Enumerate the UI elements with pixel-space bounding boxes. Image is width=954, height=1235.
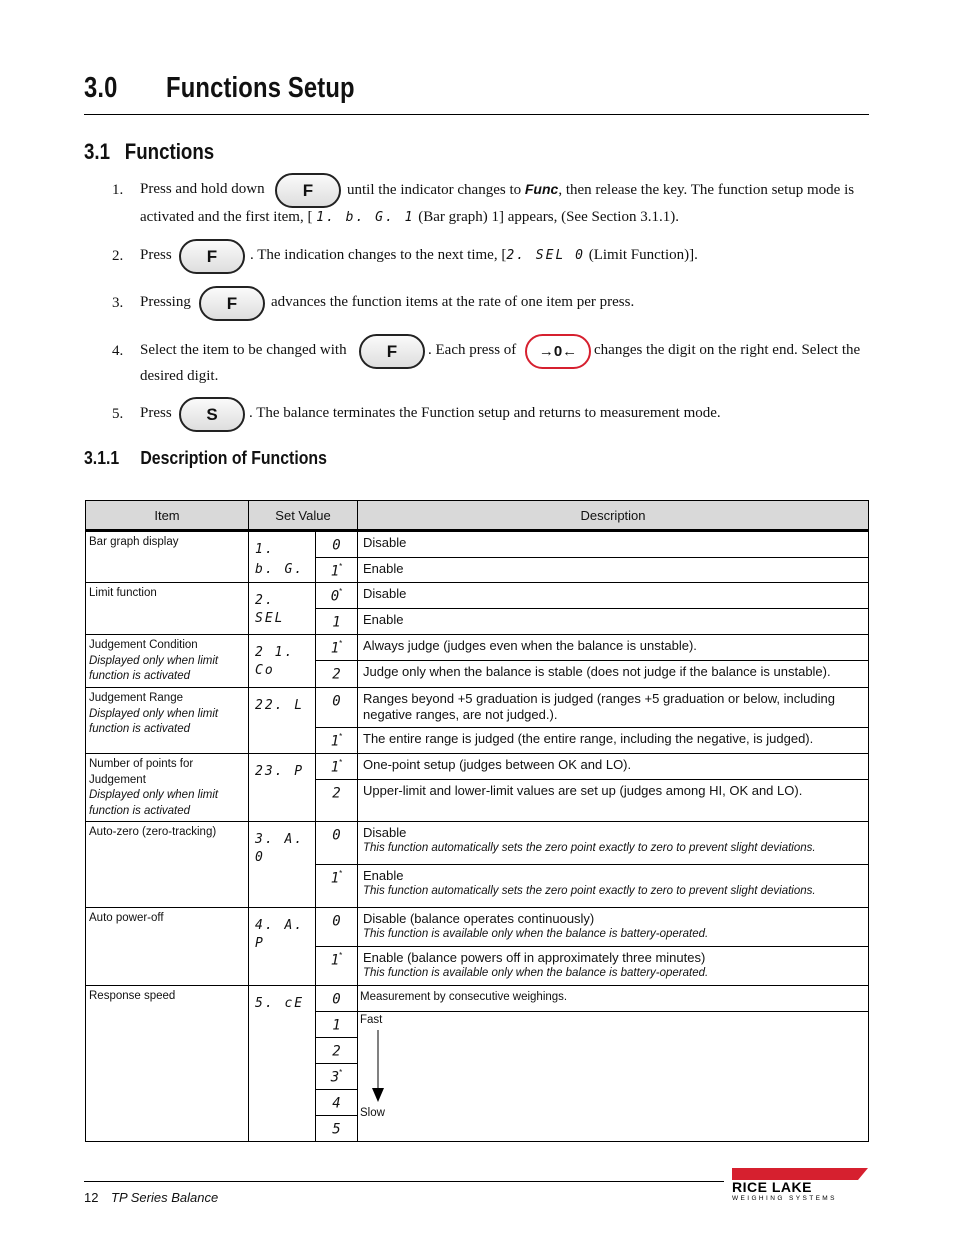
table-header-row <box>86 501 869 531</box>
value-cell <box>316 609 358 635</box>
set-code: 2 1. Co <box>255 645 295 678</box>
desc-text: Upper-limit and lower-limit values are set up (judges among HI, OK and LO). <box>363 783 803 798</box>
set-code: 23. P <box>255 764 305 779</box>
desc-cell <box>358 947 869 986</box>
footer-rule <box>84 1181 724 1182</box>
desc-cell <box>358 754 869 780</box>
default-mark: * <box>339 1068 343 1077</box>
rice-lake-logo <box>730 1166 870 1207</box>
set-cell <box>249 688 316 754</box>
value-code: 4 <box>332 1095 341 1112</box>
desc-cell <box>358 583 869 609</box>
zero-key-icon <box>525 334 591 369</box>
set-code: 5. cE <box>255 996 305 1011</box>
logo-mark-icon <box>730 1166 870 1202</box>
step-4-number: 4. <box>112 343 124 359</box>
step-1-text-a: Press and hold down <box>140 181 265 197</box>
desc-text: Always judge (judges even when the balance is unstable). <box>363 638 697 653</box>
desc-text: Enable <box>363 560 404 576</box>
page-footer <box>84 1190 218 1205</box>
speed-scale-cell <box>358 1012 869 1142</box>
value-code: 0 <box>330 588 340 605</box>
step-1-text-c: , then release the key. The function setup mode is <box>558 182 855 198</box>
section-title: Functions <box>124 139 215 164</box>
set-code: 1. <box>255 542 275 557</box>
value-code: 2 <box>332 785 341 802</box>
step-2-text-c: (Limit Function)]. <box>588 247 698 263</box>
item-cell <box>86 822 249 908</box>
step-2-text-b <box>250 248 698 263</box>
desc-cell <box>358 780 869 822</box>
desc-cell <box>358 728 869 754</box>
step-3-number: 3. <box>112 295 124 311</box>
item-label: Number of points for Judgement <box>89 758 194 786</box>
value-code: 0 <box>332 913 341 930</box>
value-code: 0 <box>332 537 341 554</box>
table-row <box>86 531 869 558</box>
value-code: 0 <box>332 827 341 844</box>
set-cell <box>249 754 316 822</box>
set-code: 2. SEL <box>255 593 285 626</box>
step-4-text-c: changes the digit on the right end. Select the <box>594 342 861 358</box>
desc-text: Disable (balance operates continuously) <box>363 911 595 926</box>
desc-text: Judge only when the balance is stable (does not judge if the balance is unstable). <box>363 664 831 679</box>
set-cell <box>249 531 316 583</box>
step-2-number: 2. <box>112 248 124 264</box>
heading-number: 3.0 <box>84 72 118 104</box>
step-5-text-a: Press <box>140 405 172 421</box>
value-cell <box>316 754 358 780</box>
item-cell <box>86 908 249 986</box>
set-cell <box>249 583 316 635</box>
desc-cell <box>358 908 869 947</box>
heading-title: Functions Setup <box>166 72 355 104</box>
value-cell <box>316 865 358 908</box>
default-mark: * <box>339 758 343 767</box>
f-key-icon <box>359 334 425 369</box>
f-key-label: F <box>206 246 218 266</box>
desc-text: Disable <box>363 535 407 550</box>
value-cell <box>316 1064 358 1090</box>
subsection-title: Description of Functions <box>140 448 327 468</box>
s-key-icon <box>179 397 245 432</box>
item-label: Judgement Range <box>89 692 183 704</box>
f-key-icon <box>179 239 245 274</box>
value-code: 1 <box>330 733 340 750</box>
item-label: Limit function <box>89 587 157 599</box>
value-code: 2 <box>332 1043 341 1060</box>
table-row <box>86 688 869 728</box>
table-row <box>86 908 869 947</box>
f-key-label: F <box>226 293 238 313</box>
f-key-label: F <box>386 341 398 361</box>
document-title: TP Series Balance <box>111 1190 219 1205</box>
desc-cell <box>358 688 869 728</box>
desc-note: This function automatically sets the zero point exactly to zero to prevent slight deviations. <box>363 885 816 897</box>
desc-cell <box>358 986 869 1012</box>
default-mark: * <box>339 587 343 596</box>
item-label: Judgement Condition <box>89 639 198 651</box>
table-row <box>86 822 869 865</box>
set-code-2: b. G. <box>255 562 305 577</box>
set-cell <box>249 908 316 986</box>
f-key-icon <box>275 173 341 208</box>
step-5-text-b: . The balance terminates the Function setup and returns to measurement mode. <box>249 405 721 421</box>
set-cell <box>249 986 316 1142</box>
value-cell <box>316 1012 358 1038</box>
set-cell <box>249 822 316 908</box>
desc-text: One-point setup (judges between OK and LO). <box>363 757 632 772</box>
value-code: 1 <box>330 870 340 887</box>
svg-text:WEIGHING SYSTEMS: WEIGHING SYSTEMS <box>732 1195 837 1202</box>
value-code: 0 <box>332 693 341 710</box>
header-item: Item <box>86 501 249 531</box>
value-cell <box>316 908 358 947</box>
value-code: 1 <box>330 562 340 579</box>
value-cell <box>316 1116 358 1142</box>
table-row <box>86 583 869 609</box>
desc-text: Disable <box>363 586 407 601</box>
value-cell <box>316 822 358 865</box>
value-cell <box>316 947 358 986</box>
item-label: Bar graph display <box>89 536 179 548</box>
value-code: 0 <box>332 991 341 1008</box>
value-cell <box>316 688 358 728</box>
svg-text:RICE LAKE: RICE LAKE <box>732 1179 812 1195</box>
desc-cell <box>358 557 869 583</box>
item-condition: Displayed only when limit function is activated <box>89 707 219 735</box>
desc-text: Measurement by consecutive weighings. <box>360 991 568 1003</box>
step-1-line-2 <box>140 210 679 225</box>
value-cell <box>316 583 358 609</box>
value-code: 5 <box>332 1121 341 1138</box>
section-number: 3.1 <box>84 139 111 164</box>
step-2-display-code: 2. SEL 0 <box>506 248 585 263</box>
item-label: Auto power-off <box>89 912 164 924</box>
default-mark: * <box>339 732 343 741</box>
value-cell <box>316 986 358 1012</box>
page-number: 12 <box>84 1190 99 1205</box>
desc-text: Enable <box>363 612 404 627</box>
desc-text: Enable <box>363 868 404 883</box>
default-mark: * <box>339 561 343 571</box>
value-code: 1 <box>330 640 340 657</box>
table-row <box>86 986 869 1012</box>
zero-key-label: →0← <box>538 343 578 360</box>
set-code: 22. L <box>255 698 305 713</box>
func-word: Func <box>524 181 559 197</box>
desc-cell <box>358 822 869 865</box>
step-1-display-code: 1. b. G. 1 <box>316 210 415 225</box>
subsection-number: 3.1.1 <box>84 448 120 468</box>
value-cell <box>316 728 358 754</box>
step-4-text-a: Select the item to be changed with <box>140 342 347 358</box>
step-1-text-b-main: until the indicator changes to <box>347 182 522 198</box>
item-condition: Displayed only when limit function is activated <box>89 654 219 682</box>
step-3-text-a: Pressing <box>140 294 191 310</box>
set-code: 4. A. P <box>255 918 305 951</box>
value-code: 2 <box>332 666 341 683</box>
table-row <box>86 754 869 780</box>
subsection-heading <box>84 448 327 469</box>
default-mark: * <box>339 951 343 960</box>
desc-cell <box>358 609 869 635</box>
step-2-text-b-main: . The indication changes to the next time, [ <box>250 247 507 263</box>
step-2-text-a: Press <box>140 247 172 263</box>
desc-text: Enable (balance powers off in approximately three minutes) <box>363 950 706 965</box>
item-cell <box>86 986 249 1142</box>
value-code: 1 <box>330 759 340 776</box>
desc-note: This function is available only when the balance is battery-operated. <box>363 928 709 940</box>
value-cell <box>316 1038 358 1064</box>
step-1-number: 1. <box>112 182 124 198</box>
set-code: 3. A. 0 <box>255 832 305 865</box>
desc-cell <box>358 531 869 558</box>
step-5-number: 5. <box>112 406 124 422</box>
step-1-text-e: (Bar graph) 1] appears, (See Section 3.1.1). <box>418 209 679 225</box>
item-condition: Displayed only when limit function is activated <box>89 789 219 817</box>
s-key-label: S <box>206 404 218 424</box>
f-key-icon <box>199 286 265 321</box>
default-mark: * <box>339 639 343 648</box>
value-code: 3 <box>330 1069 340 1086</box>
step-4-text-d: desired digit. <box>140 368 219 384</box>
desc-text: Disable <box>363 825 407 840</box>
desc-cell <box>358 635 869 661</box>
value-code: 1 <box>332 1017 341 1034</box>
set-cell <box>249 635 316 688</box>
desc-note: This function is available only when the balance is battery-operated. <box>363 967 709 979</box>
f-key-label: F <box>302 180 314 200</box>
down-arrow-icon <box>371 1030 385 1102</box>
header-set-value: Set Value <box>249 501 358 531</box>
item-cell <box>86 754 249 822</box>
header-description: Description <box>358 501 869 531</box>
desc-text: Ranges beyond +5 graduation is judged (ranges +5 graduation or below, including negative ranges, are not judged.). <box>363 691 835 722</box>
value-cell <box>316 635 358 661</box>
desc-text: The entire range is judged (the entire range, including the negative, is judged). <box>363 731 814 746</box>
desc-note: This function automatically sets the zero point exactly to zero to prevent slight deviations. <box>363 842 816 854</box>
step-4-text-b: . Each press of <box>428 342 517 358</box>
value-code: 1 <box>332 614 341 631</box>
functions-table <box>85 500 869 1142</box>
step-3-text-b: advances the function items at the rate of one item per press. <box>271 294 635 310</box>
default-mark: * <box>339 869 343 878</box>
item-label: Response speed <box>89 990 176 1002</box>
slow-label: Slow <box>360 1107 385 1119</box>
value-cell <box>316 557 358 583</box>
value-code: 1 <box>330 952 340 969</box>
value-cell <box>316 780 358 822</box>
step-1-text-b <box>347 182 854 198</box>
desc-cell <box>358 865 869 908</box>
item-cell <box>86 583 249 635</box>
section-heading <box>84 139 214 165</box>
item-cell <box>86 635 249 688</box>
desc-cell <box>358 661 869 688</box>
page-heading <box>84 72 355 105</box>
value-cell <box>316 531 358 558</box>
fast-label: Fast <box>360 1014 383 1026</box>
item-label: Auto-zero (zero-tracking) <box>89 826 217 838</box>
value-cell <box>316 661 358 688</box>
value-cell <box>316 1090 358 1116</box>
item-cell <box>86 688 249 754</box>
step-1-text-d: activated and the first item, [ <box>140 209 313 225</box>
heading-rule <box>84 114 869 115</box>
table-row <box>86 635 869 661</box>
item-cell <box>86 531 249 583</box>
